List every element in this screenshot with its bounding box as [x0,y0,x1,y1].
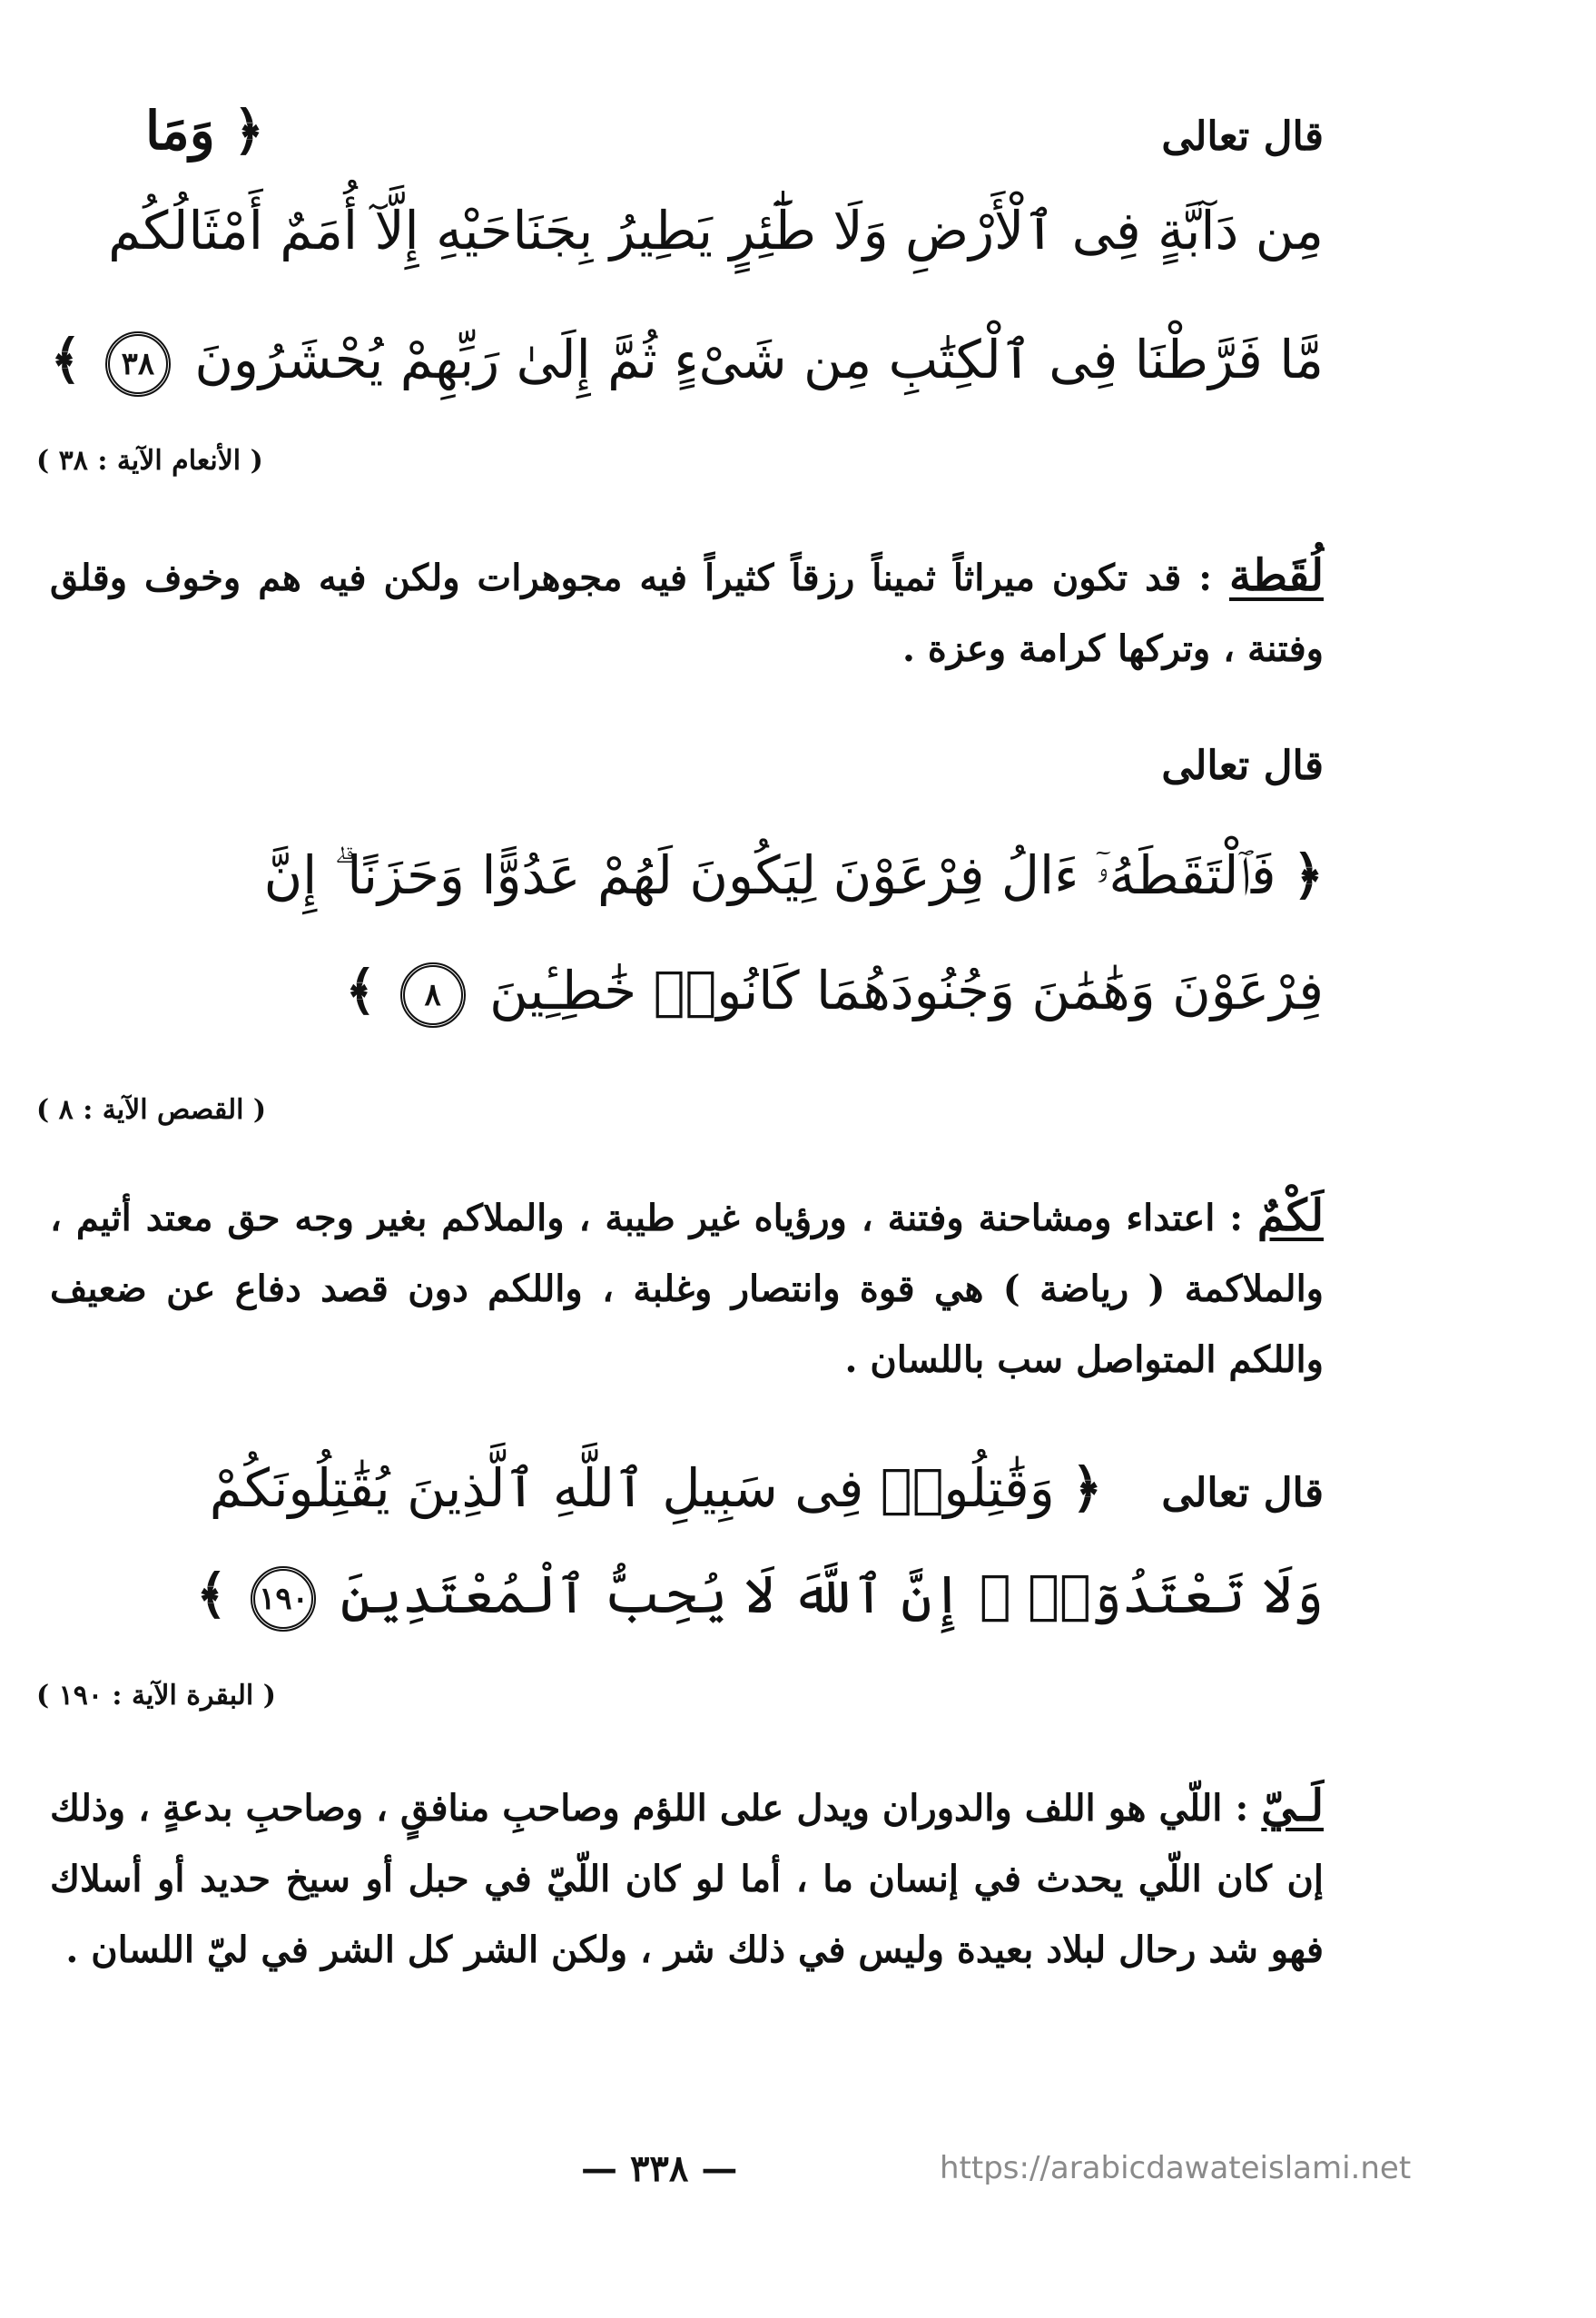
watermark-url: https://arabicdawateislami.net [940,2150,1412,2186]
paragraph-layy [50,1771,1324,1986]
paragraph-lakm [50,1180,1324,1396]
verse-3-close-bracket: ﴾ [196,1563,228,1626]
paragraph-layy-text: : اللّي هو اللف والدوران ويدل على اللؤم وصاحبِ منافقٍ ، وصاحبِ بدعةٍ ، وذلك إن كان اللّي يحدث في إنسان ما ، أما لو كان اللّيّ في حبل أو سيخ حديد أو أسلاك فهو شد رحال لبلاد بعيدة وليس في ذلك شر ، ولكن الشر كل الشر في ليّ اللسان . [50,1787,1325,1971]
verse-1-line-1 [54,100,1324,162]
verse-1-close-bracket: ﴾ [50,329,82,391]
page-number: — ٣٣٨ — [581,2147,738,2190]
term-lakm: لَكْمٌ [1256,1190,1324,1241]
verse-3-line-2 [54,1563,1324,1632]
verse-1-intro: قال تعالى [1161,113,1324,160]
verse-1-line-3 [50,329,1324,397]
verse-2-open-bracket: ﴿ [1293,844,1324,906]
verse-2-line-2 [54,962,1324,1028]
ayah-number-badge: ٨ [400,962,466,1028]
verse-3-intro: قال تعالى [1161,1470,1324,1516]
ayah-number-badge: ٣٨ [105,331,171,397]
verse-1-line-1-end: ﴿ وَمَا [145,100,264,162]
verse-3-line-2-text: وَلَا تَعْتَدُوٓا۟ ۚ إِنَّ ٱللَّهَ لَا يُحِبُّ ٱلْمُعْتَدِينَ [340,1563,1324,1626]
term-layy: لَـيّ [1261,1780,1324,1831]
ayah-number-badge: ١٩٠ [251,1566,316,1632]
paragraph-luqta [50,540,1324,685]
verse-2-line-1-text: فَٱلْتَقَطَهُۥٓ ءَالُ فِرْعَوْنَ لِيَكُونَ لَهُمْ عَدُوًّا وَحَزَنًا ۗ إِنَّ [263,844,1276,906]
paragraph-lakm-text: : اعتداء ومشاحنة وفتنة ، ورؤياه غير طيبة ، والملاكم بغير وجه حق معتد أثيم ، والملاكمة ( رياضة ) هي قوة وانتصار وغلبة ، واللكم دون قصد دفاع عن ضعيف واللكم المتواصل سب باللسان . [50,1197,1324,1381]
verse-2-close-bracket: ﴾ [345,960,377,1022]
verse-2-reference: ( القصص الآية : ٨ ) [36,1094,267,1126]
verse-3-line-1 [54,1457,1324,1519]
paragraph-luqta-text: : قد تكون ميراثاً ثميناً رزقاً كثيراً فيه مجوهرات ولكن فيه هم وخوف وقلق وفتنة ، وتركها كرامة وعزة . [50,557,1324,670]
verse-2-intro: قال تعالى [1161,743,1324,789]
verse-3-open-bracket: ﴿ [1071,1457,1103,1519]
verse-1-line-3-text: مَّا فَرَّطْنَا فِى ٱلْكِتَٰبِ مِن شَىْءٍ ثُمَّ إِلَىٰ رَبِّهِمْ يُحْشَرُونَ [194,329,1324,391]
verse-2-line-2-text: فِرْعَوْنَ وَهَٰمَٰنَ وَجُنُودَهُمَا كَانُوا۟ خَٰطِـِٔينَ [489,960,1324,1022]
verse-3-reference: ( البقرة الآية : ١٩٠ ) [36,1680,276,1711]
verse-1-reference: ( الأنعام الآية : ٣٨ ) [36,445,263,477]
verse-3-line-1-text: وَقَٰتِلُوا۟ فِى سَبِيلِ ٱللَّهِ ٱلَّذِينَ يُقَٰتِلُونَكُمْ [209,1457,1055,1519]
verse-2-line-1 [145,844,1324,906]
term-luqta: لُقَطة [1228,550,1324,601]
verse-3-line-1-quran [210,1457,1102,1519]
verse-1-line-2: مِن دَآبَّةٍ فِى ٱلْأَرْضِ وَلَا طَٰٓئِرٍ يَطِيرُ بِجَنَاحَيْهِ إِلَّآ أُمَمٌ أَمْثَالُكُم [108,200,1324,261]
